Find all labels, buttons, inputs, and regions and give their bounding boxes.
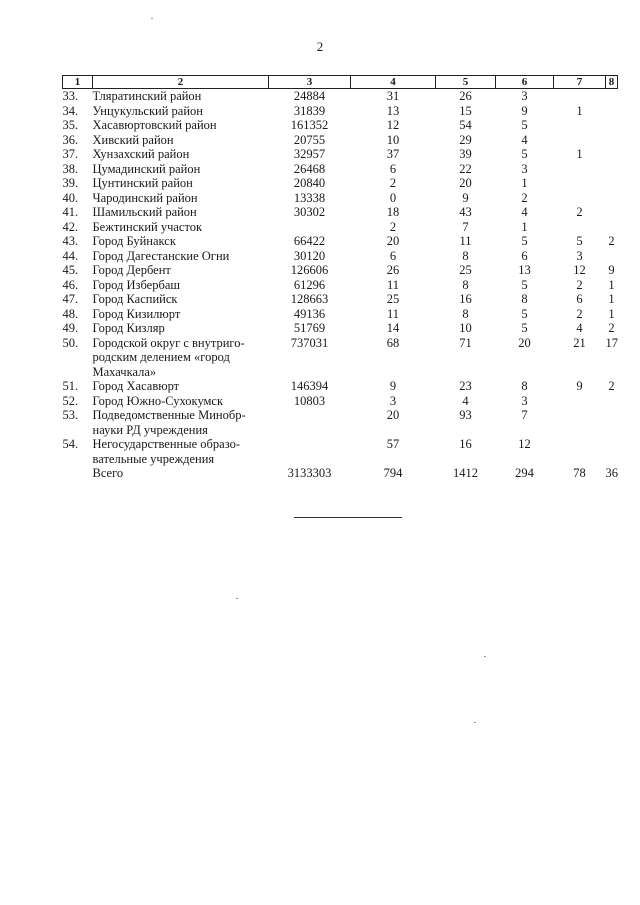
row-col-8 — [606, 89, 618, 104]
row-col-6: 1 — [521, 219, 528, 234]
row-name-line: Унцукульский район — [92, 103, 203, 118]
row-col-3 — [269, 220, 351, 235]
row-number: 45. — [62, 263, 79, 277]
row-name — [93, 408, 269, 437]
row-number: 51. — [62, 379, 79, 393]
row-name — [93, 437, 269, 466]
row-col-3: 30302 — [293, 205, 326, 219]
row-col-8 — [606, 104, 618, 119]
row-name-line: Хунзахский район — [92, 147, 190, 161]
row-col-5: 25 — [459, 263, 472, 277]
row-col-5: 23 — [459, 379, 472, 393]
row-col-8 — [606, 162, 618, 177]
row-col-7: 2 — [576, 277, 583, 292]
closing-rule — [294, 517, 402, 518]
row-col-5: 16 — [459, 437, 472, 451]
row-col-7 — [554, 191, 606, 206]
row-number: 40. — [62, 190, 79, 205]
row-name — [93, 379, 269, 394]
table-row — [63, 321, 618, 336]
scan-speck — [474, 722, 476, 723]
header-col-2: 2 — [93, 76, 269, 89]
row-name — [93, 249, 269, 264]
row-col-6: 13 — [518, 263, 531, 277]
row-col-5: 22 — [459, 161, 472, 176]
row-col-6: 9 — [521, 103, 528, 118]
header-row — [63, 76, 618, 89]
row-col-3 — [269, 437, 351, 466]
row-name — [93, 104, 269, 119]
row-col-7: 12 — [573, 263, 586, 277]
row-number: 39. — [62, 176, 79, 190]
row-name-line: Город Каспийск — [92, 292, 178, 306]
row-col-6: 6 — [521, 248, 528, 263]
row-col-6: 20 — [518, 335, 531, 350]
table-row — [63, 89, 618, 104]
row-col-3: 30120 — [293, 248, 326, 263]
row-col-8 — [606, 133, 618, 148]
table-row — [63, 336, 618, 380]
row-col-4: 3 — [389, 393, 397, 408]
row-col-3: 32957 — [293, 147, 326, 161]
row-col-3: 26468 — [293, 161, 326, 176]
row-name-line: Городской округ с внутриго- — [92, 335, 245, 350]
row-number: 54. — [62, 437, 79, 451]
row-name — [93, 263, 269, 278]
row-name-line: Махачкала» — [92, 364, 157, 379]
row-col-5: 8 — [462, 277, 469, 292]
row-col-6: 8 — [521, 379, 528, 393]
table-row — [63, 205, 618, 220]
row-col-7: 5 — [576, 234, 583, 248]
row-col-6: 3 — [521, 161, 528, 176]
row-col-4: 6 — [389, 248, 397, 263]
row-col-5: 8 — [462, 248, 469, 263]
row-name — [93, 220, 269, 235]
table-row — [63, 234, 618, 249]
row-name — [93, 147, 269, 162]
row-col-8: 1 — [608, 306, 615, 321]
row-name — [93, 321, 269, 336]
row-col-5: 93 — [459, 408, 472, 422]
header-col-5: 5 — [436, 76, 496, 89]
row-col-7: 9 — [576, 379, 583, 393]
row-col-6: 2 — [521, 190, 528, 205]
row-col-6: 1 — [521, 176, 528, 190]
row-col-5: 11 — [459, 234, 472, 248]
row-col-3: 66422 — [293, 234, 326, 248]
total-col-6: 294 — [515, 466, 534, 480]
header-col-6: 6 — [496, 76, 554, 89]
row-name — [93, 278, 269, 293]
row-col-8 — [606, 394, 618, 409]
row-name-line: Чародинский район — [92, 190, 198, 205]
row-name-line: Хасавюртовский район — [92, 118, 217, 132]
row-name-line: Негосударственные образо- — [92, 437, 240, 451]
row-col-4: 68 — [386, 335, 400, 350]
row-name — [93, 205, 269, 220]
row-col-7 — [554, 118, 606, 133]
table-row — [63, 379, 618, 394]
table-row — [63, 437, 618, 466]
row-col-8 — [606, 118, 618, 133]
row-col-3: 128663 — [290, 292, 329, 306]
row-col-6: 4 — [521, 205, 528, 219]
row-col-6: 7 — [521, 408, 528, 422]
row-col-8 — [606, 249, 618, 264]
row-number: 37. — [62, 147, 79, 161]
row-col-4: 11 — [386, 306, 400, 321]
row-col-5: 43 — [459, 205, 472, 219]
row-col-7 — [554, 162, 606, 177]
row-col-5: 20 — [459, 176, 472, 190]
table-row — [63, 147, 618, 162]
row-col-6: 5 — [521, 234, 528, 248]
row-name-line: Город Дагестанские Огни — [92, 248, 230, 263]
row-col-4: 18 — [386, 205, 400, 219]
row-col-8 — [606, 437, 618, 466]
row-number: 36. — [62, 132, 79, 147]
row-col-4: 2 — [389, 219, 397, 234]
row-name — [93, 162, 269, 177]
row-col-7: 2 — [576, 306, 583, 321]
row-col-8: 2 — [608, 379, 615, 393]
row-col-6: 12 — [518, 437, 531, 451]
row-col-8 — [606, 176, 618, 191]
row-name — [93, 176, 269, 191]
row-name — [93, 89, 269, 104]
row-name — [93, 234, 269, 249]
row-name-line: Город Южно-Сухокумск — [92, 393, 224, 408]
row-col-5: 8 — [462, 306, 469, 321]
row-number: 43. — [62, 234, 79, 248]
row-col-7: 4 — [576, 321, 583, 335]
total-col-3: 3133303 — [287, 466, 332, 480]
row-col-3: 51769 — [293, 321, 326, 335]
row-col-8 — [606, 408, 618, 437]
row-name — [93, 191, 269, 206]
table-row — [63, 249, 618, 264]
row-col-3: 13338 — [293, 190, 326, 205]
row-name-line: Город Хасавюрт — [92, 379, 180, 393]
row-col-4: 11 — [386, 277, 400, 292]
row-col-5: 54 — [459, 118, 472, 132]
row-col-3: 20840 — [293, 176, 326, 190]
row-number: 41. — [62, 205, 79, 219]
row-col-5: 71 — [459, 335, 472, 350]
row-col-4: 25 — [386, 292, 400, 306]
row-col-8: 2 — [608, 321, 615, 335]
row-col-8 — [606, 220, 618, 235]
row-number: 33. — [62, 89, 79, 103]
row-col-7 — [554, 89, 606, 104]
row-col-4: 9 — [389, 379, 397, 393]
row-col-8: 2 — [608, 234, 615, 248]
row-col-7: 1 — [576, 147, 583, 161]
row-col-7: 3 — [576, 248, 583, 263]
row-name — [93, 394, 269, 409]
row-col-6: 5 — [521, 277, 528, 292]
scan-speck — [236, 598, 238, 599]
table-row — [63, 278, 618, 293]
row-name-line: Шамильский район — [92, 205, 197, 219]
row-col-8 — [606, 191, 618, 206]
row-col-4: 14 — [386, 321, 400, 335]
table-row — [63, 133, 618, 148]
row-col-3: 31839 — [293, 103, 326, 118]
row-name-line: вательные учреждения — [92, 451, 215, 466]
row-col-7 — [554, 176, 606, 191]
row-col-5: 26 — [459, 89, 472, 103]
row-number: 42. — [62, 219, 79, 234]
row-col-8 — [606, 147, 618, 162]
table-body — [63, 89, 618, 467]
row-col-4: 6 — [389, 161, 397, 176]
header-col-3: 3 — [269, 76, 351, 89]
row-col-6: 3 — [521, 393, 528, 408]
table-row — [63, 176, 618, 191]
table-row — [63, 394, 618, 409]
row-col-3: 10803 — [293, 393, 326, 408]
row-number: 47. — [62, 292, 79, 306]
row-col-8: 17 — [605, 335, 618, 350]
row-col-7: 2 — [576, 205, 583, 219]
statistics-table — [62, 75, 618, 481]
table-row — [63, 162, 618, 177]
row-name-line: Город Кизляр — [92, 321, 165, 335]
row-col-4: 31 — [386, 89, 400, 103]
row-name-line: Город Избербаш — [92, 277, 180, 292]
total-label: Всего — [92, 466, 124, 480]
row-col-5: 29 — [459, 132, 472, 147]
row-col-6: 8 — [521, 292, 528, 306]
table-row — [63, 118, 618, 133]
row-col-3: 61296 — [293, 277, 326, 292]
row-col-3: 126606 — [290, 263, 329, 277]
row-number: 46. — [62, 277, 79, 292]
row-col-5: 7 — [462, 219, 469, 234]
row-col-4: 12 — [386, 118, 400, 132]
row-name-line: науки РД учреждения — [92, 422, 208, 437]
row-col-5: 4 — [462, 393, 469, 408]
row-name-line: Подведомственные Минобр- — [92, 408, 246, 422]
row-col-3: 161352 — [290, 118, 329, 132]
row-col-3: 24884 — [293, 89, 326, 103]
table-row — [63, 263, 618, 278]
row-col-4: 20 — [386, 234, 400, 248]
row-col-6: 5 — [521, 118, 528, 132]
row-name-line: Хивский район — [92, 132, 174, 147]
total-col-4: 794 — [383, 466, 403, 480]
row-name-line: Город Дербент — [92, 263, 171, 277]
row-number: 53. — [62, 408, 79, 422]
row-number: 35. — [62, 118, 79, 132]
page-number: 2 — [316, 39, 324, 54]
row-name-line: родским делением «город — [92, 350, 230, 364]
row-col-7 — [554, 408, 606, 437]
row-name-line: Бежтинский участок — [92, 219, 203, 234]
row-col-4: 13 — [386, 103, 400, 118]
total-row — [63, 466, 618, 481]
row-col-3: 20755 — [293, 132, 326, 147]
row-col-3: 737031 — [290, 335, 329, 350]
row-col-4: 26 — [386, 263, 400, 277]
row-col-5: 9 — [462, 190, 469, 205]
row-col-8 — [606, 205, 618, 220]
table-row — [63, 307, 618, 322]
row-name-line: Город Кизилюрт — [92, 306, 181, 321]
table-row — [63, 292, 618, 307]
header-col-7: 7 — [554, 76, 606, 89]
row-number: 52. — [62, 393, 79, 408]
row-col-4: 10 — [386, 132, 400, 147]
table-row — [63, 220, 618, 235]
row-col-4: 57 — [386, 437, 400, 451]
row-col-7: 21 — [573, 335, 586, 350]
table-row — [63, 104, 618, 119]
total-col-5: 1412 — [453, 466, 478, 480]
row-col-6: 3 — [521, 89, 528, 103]
row-name-line: Цумадинский район — [92, 161, 201, 176]
header-col-4: 4 — [351, 76, 436, 89]
row-col-6: 4 — [521, 132, 528, 147]
row-col-3: 49136 — [293, 306, 326, 321]
scan-speck — [484, 656, 486, 657]
row-col-7: 6 — [576, 292, 583, 306]
row-col-4: 0 — [389, 190, 397, 205]
row-col-5: 15 — [459, 103, 472, 118]
row-number: 48. — [62, 306, 79, 321]
row-number: 50. — [62, 335, 79, 350]
row-name-line: Цунтинский район — [92, 176, 193, 190]
row-col-7 — [554, 220, 606, 235]
row-col-5: 10 — [459, 321, 472, 335]
row-number: 34. — [62, 103, 79, 118]
row-col-4: 20 — [386, 408, 400, 422]
row-col-4: 2 — [389, 176, 397, 190]
row-col-7: 1 — [576, 103, 583, 118]
row-col-3 — [269, 408, 351, 437]
row-name — [93, 133, 269, 148]
row-col-8: 1 — [608, 277, 615, 292]
row-col-8: 9 — [608, 263, 615, 277]
row-col-7 — [554, 394, 606, 409]
row-col-8: 1 — [608, 292, 615, 306]
scan-speck — [151, 18, 153, 19]
row-col-5: 16 — [459, 292, 472, 306]
header-col-1: 1 — [63, 76, 93, 89]
row-number: 49. — [62, 321, 79, 335]
row-name — [93, 336, 269, 380]
row-number: 44. — [62, 248, 79, 263]
row-col-4: 37 — [386, 147, 400, 161]
row-name — [93, 118, 269, 133]
row-name — [93, 292, 269, 307]
row-col-6: 5 — [521, 306, 528, 321]
row-name — [93, 307, 269, 322]
total-col-8: 36 — [605, 466, 618, 480]
row-col-3: 146394 — [290, 379, 329, 393]
table-row — [63, 191, 618, 206]
row-name-line: Город Буйнакск — [92, 234, 176, 248]
row-col-7 — [554, 133, 606, 148]
row-col-6: 5 — [521, 321, 528, 335]
total-col-7: 78 — [573, 466, 586, 480]
row-col-7 — [554, 437, 606, 466]
header-col-8: 8 — [606, 76, 618, 89]
row-number: 38. — [62, 161, 79, 176]
table-row — [63, 408, 618, 437]
row-name-line: Тляратинский район — [92, 89, 202, 103]
row-col-5: 39 — [459, 147, 472, 161]
row-col-6: 5 — [521, 147, 528, 161]
